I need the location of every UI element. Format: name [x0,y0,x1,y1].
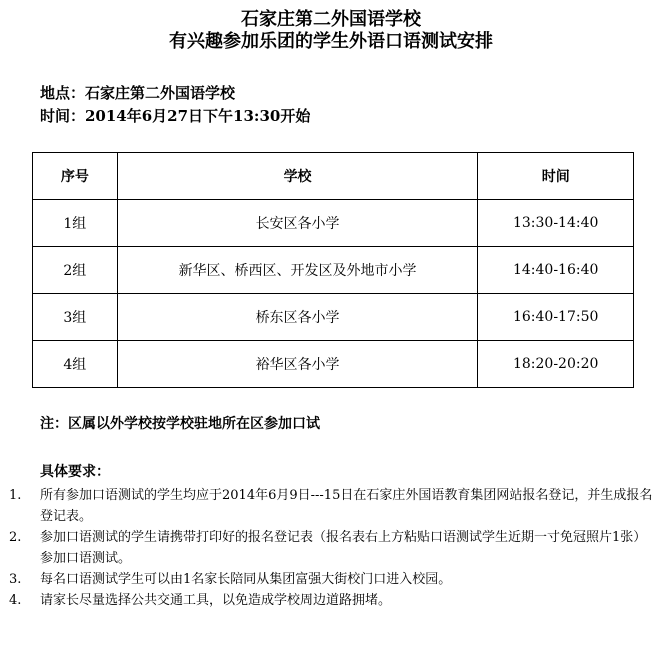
list-item-text: 参加口语测试的学生请携带打印好的报名登记表（报名表右上方粘贴口语测试学生近期一寸免冠照片1张）参加口语测试。 [40,530,647,566]
list-item-number: 4. [9,593,22,608]
group-cell: 3组 [33,294,118,341]
list-item-text: 请家长尽量选择公共交通工具，以免造成学校周边道路拥堵。 [40,593,392,608]
school-cell: 裕华区各小学 [117,341,478,388]
time-cell: 13:30-14:40 [478,200,634,247]
group-cell: 2组 [33,247,118,294]
header-cell-time: 时间 [478,153,634,200]
list-item [0,485,662,527]
note-text: 注：区属以外学校按学校驻地所在区参加口试 [40,416,320,432]
requirements-list [0,485,662,611]
schedule-table [32,152,634,388]
document-title: 石家庄第二外国语学校 [241,9,421,30]
time-text: 时间：2014年6月27日下午13:30开始 [40,107,311,125]
list-item [0,569,662,590]
table-row [33,200,634,247]
document-subtitle: 有兴趣参加乐团的学生外语口语测试安排 [169,31,493,52]
time-cell: 16:40-17:50 [478,294,634,341]
location-text: 地点：石家庄第二外国语学校 [40,84,236,102]
group-cell: 4组 [33,341,118,388]
header-cell-number: 序号 [33,153,118,200]
time-cell: 14:40-16:40 [478,247,634,294]
school-cell: 新华区、桥西区、开发区及外地市小学 [117,247,478,294]
list-item-text: 每名口语测试学生可以由1名家长陪同从集团富强大街校门口进入校园。 [40,572,452,587]
list-item-number: 2. [9,530,22,545]
list-item-number: 1. [9,488,22,503]
requirements-heading: 具体要求： [40,464,110,480]
table-row [33,294,634,341]
list-item [0,527,662,569]
table-row [33,247,634,294]
list-item-text: 所有参加口语测试的学生均应于2014年6月9日---15日在石家庄外国语教育集团网站报名登记，并生成报名登记表。 [40,488,653,524]
time-cell: 18:20-20:20 [478,341,634,388]
header-cell-school: 学校 [117,153,478,200]
table-row [33,341,634,388]
list-item [0,590,662,611]
school-cell: 桥东区各小学 [117,294,478,341]
list-item-number: 3. [9,572,22,587]
school-cell: 长安区各小学 [117,200,478,247]
table-header-row [33,153,634,200]
group-cell: 1组 [33,200,118,247]
